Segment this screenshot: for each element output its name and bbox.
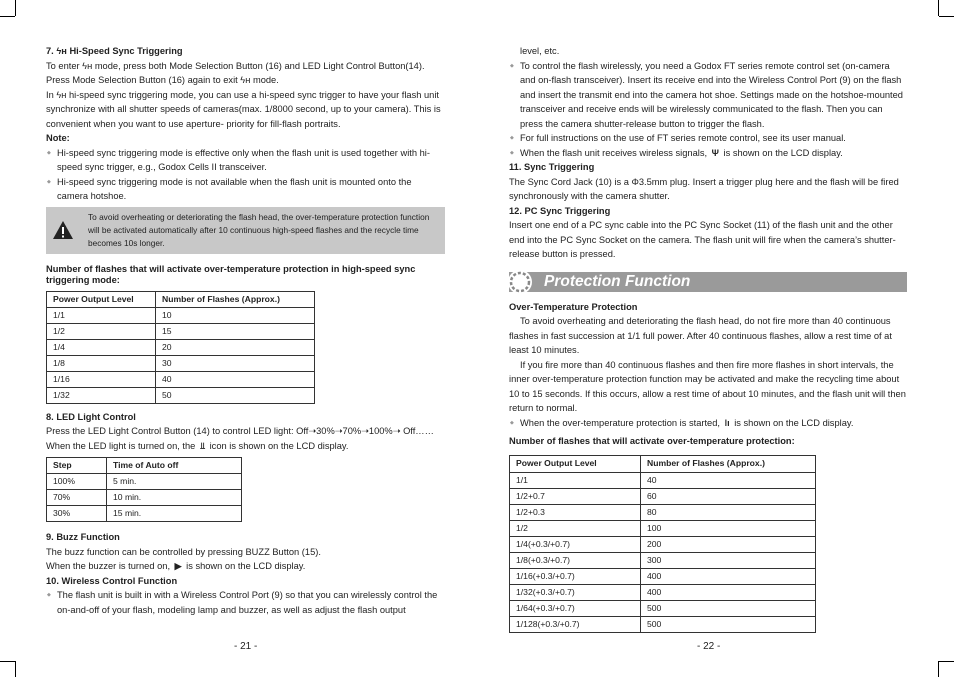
table-row [510, 600, 816, 616]
table-row [47, 355, 315, 371]
wireless-icon: Ψ [711, 147, 719, 158]
section-12-para: Insert one end of a PC sync cable into the PC Sync Socket (11) of the flash unit and the other end into the PC Sync Socket on the camera. The flash unit will fire when the camera’s shutter-release button is pressed. [509, 220, 896, 259]
hs-table-title: Number of flashes that will activate over-temperature protection in high-speed sync triggering mode: [46, 263, 416, 285]
table-row [47, 506, 242, 522]
table-row [510, 520, 816, 536]
table-header: Step [47, 458, 107, 474]
table-cell: 100 [641, 520, 816, 536]
table-cell: 200 [641, 536, 816, 552]
wireless-text: is shown on the LCD display. [723, 147, 843, 158]
over-temp-bullet: To avoid overheating and deteriorating the flash head, do not fire more than 40 continuous flashes in fast succession at 1/1 full power. After 40 continuous flashes, allow a rest time of at least 10 minutes. [509, 316, 892, 355]
crop-mark [938, 661, 939, 677]
table-row [510, 488, 816, 504]
section-8-title: 8. LED Light Control [46, 411, 136, 422]
table-row [510, 536, 816, 552]
crop-mark [939, 16, 954, 17]
warning-text: To avoid overheating or deteriorating the flash head, the over-temperature protection function will be activated automatically after 10 continuous high-speed flashes and the recycle time becomes 10s longer. [88, 211, 430, 248]
table-row [47, 307, 315, 323]
table-row [47, 323, 315, 339]
table-cell: 1/16 [47, 371, 156, 387]
section-8-text: When the LED light is turned on, the [46, 440, 196, 451]
table-cell: 15 min. [107, 506, 242, 522]
wireless-text: When the flash unit receives wireless signals, [520, 147, 708, 158]
table-cell: 1/2+0.3 [510, 504, 641, 520]
table-cell: 1/16(+0.3/+0.7) [510, 568, 641, 584]
wireless-bullet [509, 146, 907, 161]
table-header: Time of Auto off [107, 458, 242, 474]
table-row [47, 339, 315, 355]
over-temp-table [509, 455, 816, 633]
note-bullet: ◆ Hi-speed sync triggering mode is effective only when the flash unit is used together with hi-speed sync trigger, e.g., Godox Cells II transceiver. [46, 146, 445, 175]
table-header-row [47, 458, 242, 474]
section-9-title: 9. Buzz Function [46, 532, 120, 542]
continued-text: level, etc. [520, 46, 560, 56]
section-9-para-2 [46, 559, 445, 574]
table-header: Number of Flashes (Approx.) [156, 291, 315, 307]
table-row [510, 504, 816, 520]
table-header: Number of Flashes (Approx.) [641, 455, 816, 472]
table-cell: 1/4 [47, 339, 156, 355]
table-cell: 1/1 [510, 472, 641, 488]
section-8-para-1: Press the LED Light Control Button (14) to control LED light: Off➝30%➝70%➝100%➝ Off…… [46, 426, 434, 436]
section-8-text: icon is shown on the LCD display. [209, 440, 349, 451]
table-cell: 15 [156, 323, 315, 339]
section-9-para-1: The buzz function can be controlled by pressing BUZZ Button (15). [46, 546, 321, 557]
table-cell: 500 [641, 616, 816, 632]
page-number-right: - 22 - [697, 641, 721, 652]
table-row [510, 552, 816, 568]
table-cell: 1/128(+0.3/+0.7) [510, 616, 641, 632]
table-cell: 70% [47, 490, 107, 506]
protection-banner [509, 272, 907, 292]
table-row [510, 616, 816, 632]
table-cell: 400 [641, 568, 816, 584]
table-cell: 1/32 [47, 387, 156, 403]
table-cell: 5 min. [107, 474, 242, 490]
crop-mark [15, 0, 16, 16]
note-label: Note: [46, 133, 70, 143]
table-cell: 1/64(+0.3/+0.7) [510, 600, 641, 616]
buzzer-icon: ▶ [174, 561, 182, 571]
table-cell: 1/8 [47, 355, 156, 371]
section-7-para-2: In ϟʜ hi-speed sync triggering mode, you can use a hi-speed sync trigger to have your flash unit synchronize with all shutter speeds of cameras(max. 1/8000 second, up to your camera). This is convenient when you want to use aperture- priority for fill-flash portraits. [46, 89, 441, 129]
table-cell: 60 [641, 488, 816, 504]
over-temp-text: is shown on the LCD display. [734, 417, 854, 428]
table-row [47, 387, 315, 403]
table-header-row [510, 455, 816, 472]
protection-ring-icon [507, 269, 533, 295]
table-header: Power Output Level [47, 291, 156, 307]
table-row [510, 568, 816, 584]
over-temp-table-title: Number of flashes that will activate over-temperature protection: [509, 436, 795, 446]
crop-mark [0, 16, 15, 17]
table-cell: 1/2 [510, 520, 641, 536]
table-cell: 1/8(+0.3/+0.7) [510, 552, 641, 568]
note-bullet: ◆ Hi-speed sync triggering mode is not available when the flash unit is mounted onto the camera hotshoe. [46, 175, 445, 204]
over-temp-bullet: If you fire more than 40 continuous flashes and then fire more flashes in short intervals, the inner over-temperature protection function may be activated and make the recycling time about 10 to 15 seconds. If this occurs, allow a rest time of about 10 minutes, and the flash unit will then return to normal. [509, 359, 906, 413]
table-cell: 400 [641, 584, 816, 600]
section-10-bullet: ◆ The flash unit is built in with a Wireless Control Port (9) so that you can wirelessly control the on-and-off of your flash, modeling lamp and buzzer, as well as adjust the flash output [46, 588, 445, 617]
section-9-text: When the buzzer is turned on, [46, 561, 171, 571]
crop-mark [938, 0, 939, 16]
warning-box [46, 207, 445, 254]
over-temp-title: Over-Temperature Protection [509, 301, 638, 312]
table-row [510, 584, 816, 600]
table-cell: 10 min. [107, 490, 242, 506]
table-cell: 80 [641, 504, 816, 520]
over-temp-text: When the over-temperature protection is started, [520, 417, 720, 428]
thermometer-icon: ǀı [724, 417, 730, 428]
wireless-bullet: ◆ For full instructions on the use of FT series remote control, see its user manual. [509, 131, 907, 146]
section-12-title: 12. PC Sync Triggering [509, 205, 611, 216]
table-cell: 500 [641, 600, 816, 616]
section-10-title: 10. Wireless Control Function [46, 575, 178, 586]
page-number-left: - 21 - [234, 641, 258, 652]
over-temp-bullet [509, 416, 907, 431]
table-cell: 100% [47, 474, 107, 490]
table-cell: 1/2+0.7 [510, 488, 641, 504]
table-row [47, 474, 242, 490]
table-cell: 1/32(+0.3/+0.7) [510, 584, 641, 600]
table-cell: 50 [156, 387, 315, 403]
section-11-title: 11. Sync Triggering [509, 162, 595, 172]
wireless-bullet: ◆ To control the flash wirelessly, you need a Godox FT series remote control set (on-camera and on-flash transceiver). Insert its receive end into the Wireless Control Port (9) on the flash and insert the transmit end into the camera hot shoe. Settings made on the hotshoe-mounted transceiver and receive ends will be wirelessly communicated to the flash. Then you can press the camera shutter-release button to trigger the flash. [509, 59, 907, 132]
section-9-text: is shown on the LCD display. [186, 561, 306, 571]
right-page [509, 44, 907, 633]
warning-icon [52, 220, 74, 240]
table-header-row [47, 291, 315, 307]
table-cell: 30 [156, 355, 315, 371]
section-7-title: 7. ϟʜ Hi-Speed Sync Triggering [46, 46, 183, 56]
hs-protection-table [46, 291, 315, 404]
table-row [510, 472, 816, 488]
left-page [46, 44, 445, 617]
table-cell: 1/4(+0.3/+0.7) [510, 536, 641, 552]
section-8-para-2 [46, 439, 445, 454]
table-header: Power Output Level [510, 455, 641, 472]
table-cell: 1/2 [47, 323, 156, 339]
led-light-icon: ⫫ [199, 440, 206, 451]
section-7-para-1: To enter ϟʜ mode, press both Mode Selection Button (16) and LED Light Control Button(14). Press Mode Selection Button (16) again to exit ϟʜ mode. [46, 60, 425, 85]
led-timer-table [46, 457, 242, 522]
table-cell: 300 [641, 552, 816, 568]
table-cell: 20 [156, 339, 315, 355]
table-cell: 1/1 [47, 307, 156, 323]
section-11-para: The Sync Cord Jack (10) is a Φ3.5mm plug. Insert a trigger plug here and the flash will be fired synchronously with the camera shutter. [509, 176, 899, 201]
table-cell: 30% [47, 506, 107, 522]
table-cell: 40 [641, 472, 816, 488]
banner-title: Protection Function [544, 272, 691, 290]
crop-mark [15, 661, 16, 677]
table-cell: 10 [156, 307, 315, 323]
crop-mark [939, 661, 954, 662]
table-row [47, 371, 315, 387]
table-row [47, 490, 242, 506]
table-cell: 40 [156, 371, 315, 387]
crop-mark [0, 661, 15, 662]
